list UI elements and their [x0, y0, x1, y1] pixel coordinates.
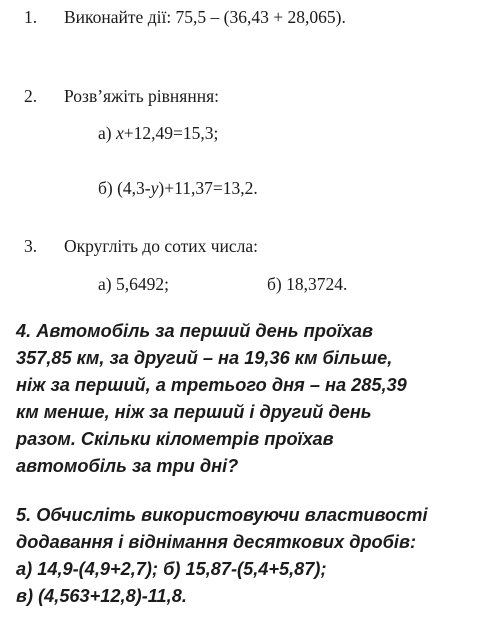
- task2-text: Розв’яжіть рівняння:: [64, 86, 219, 106]
- task2-a-label: а): [98, 123, 112, 143]
- task2-equation-b: [98, 178, 258, 199]
- task4-line: 4. Автомобіль за перший день проїхав: [16, 321, 373, 341]
- task4-line: км менше, ніж за перший і другий день: [16, 402, 372, 422]
- task3-text: Округліть до сотих числа:: [64, 236, 259, 256]
- task2-b-prefix: б) (4,3-: [98, 178, 151, 198]
- task5-line: в) (4,563+12,8)-11,8.: [16, 586, 187, 606]
- task4-block: [16, 318, 481, 480]
- task2-a-rest: +12,49=15,3;: [123, 123, 219, 143]
- task3-a: а) 5,6492;: [98, 274, 169, 294]
- task4-line: 357,85 км, за другий – на 19,36 км більше,: [16, 348, 393, 368]
- task1-number: 1.: [24, 7, 38, 27]
- task2-b-rest: )+11,37=13,2.: [158, 178, 258, 198]
- task4-line: ніж за перший, а третього дня – на 285,39: [16, 375, 407, 395]
- task1-text: Виконайте дії: 75,5 – (36,43 + 28,065).: [64, 7, 346, 27]
- task2-b-variable: y: [150, 178, 159, 198]
- task3-b: б) 18,3724.: [267, 274, 348, 294]
- task5-line: 5. Обчисліть використовуючи властивості: [16, 505, 428, 525]
- task2-number: 2.: [24, 86, 38, 106]
- task3-number: 3.: [24, 236, 38, 256]
- task4-line: автомобіль за три дні?: [16, 456, 239, 476]
- task4-line: разом. Скільки кілометрів проїхав: [16, 429, 334, 449]
- task5-line: додавання і віднімання десяткових дробів:: [16, 532, 417, 552]
- task2-a-variable: x: [115, 123, 124, 143]
- task2-equation-a: [98, 123, 218, 144]
- task5-line: а) 14,9-(4,9+2,7); б) 15,87-(5,4+5,87);: [16, 559, 327, 579]
- task5-block: [16, 502, 481, 610]
